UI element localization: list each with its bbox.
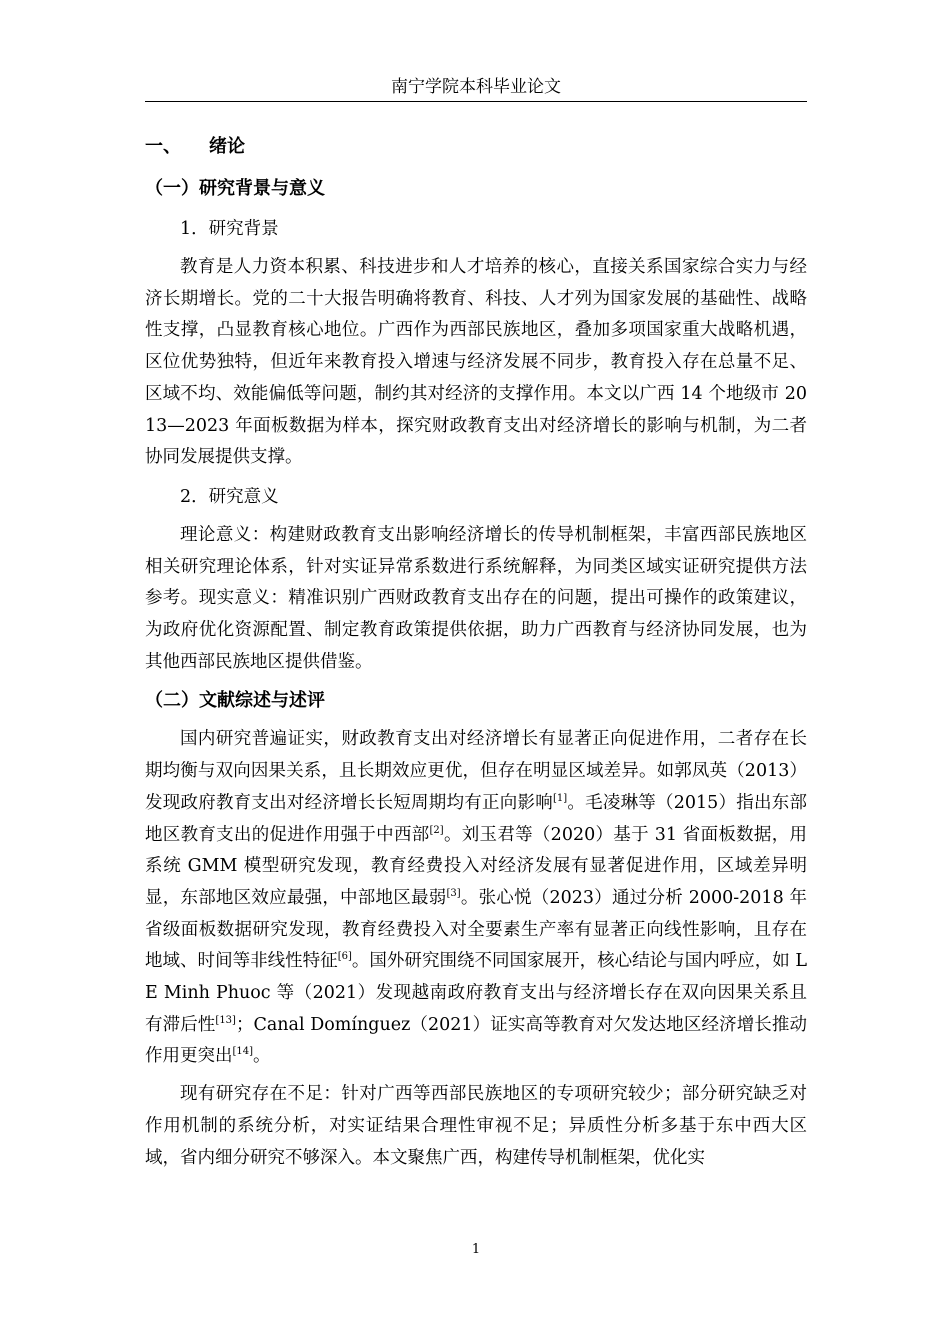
paragraph-review: 现有研究存在不足：针对广西等西部民族地区的专项研究较少；部分研究缺乏对作用机制的系统分析，对实证结果合理性审视不足；异质性分析多基于东中西大区域，省内细分研究不够深入。本文聚焦广西，构建传导机制框架，优化实 [145,1084,807,1168]
literature-text: 。张心悦（2023）通过分析 2000-2018 年省级面板数据研究发现，教育经费投入对全要素生产率有显著正向线性影响，且存在地域、时间等非线性特征 [145,887,807,972]
document-body [145,128,807,1174]
running-header: 南宁学院本科毕业论文 [391,77,561,97]
subheading-research-background: 1．研究背景 [180,219,279,239]
page-number: 1 [471,1242,481,1257]
citation-ref: [6] [337,951,352,963]
section-title: 绪论 [209,136,245,157]
citation-ref: [13] [215,1014,236,1026]
subheading-research-significance: 2．研究意义 [180,486,279,507]
header-divider [145,101,807,102]
citation-ref: [1] [552,792,568,804]
paragraph-literature [145,724,807,1073]
citation-ref: [2] [429,824,444,836]
subsection-heading-background: （一）研究背景与意义 [145,178,325,199]
paragraph-significance: 理论意义：构建财政教育支出影响经济增长的传导机制框架，丰富西部民族地区相关研究理论体系，针对实证异常系数进行系统解释，为同类区域实证研究提供方法参考。现实意义：精准识别广西财政教育支出存在的问题，提出可操作的政策建议，为政府优化资源配置、制定教育政策提供依据，助力广西教育与经济协同发展，也为其他西部民族地区提供借鉴。 [145,524,807,672]
section-heading [145,128,807,166]
literature-text: 。国外研究围绕不同国家展开，核心结论与国内呼应，如 LE Minh Phuoc 等（2021）发现越南政府教育支出与经济增长存在双向因果关系且有滞后性 [145,951,807,1035]
literature-text: 国内研究普遍证实，财政教育支出对经济增长有显著正向促进作用，二者存在长期均衡与双向因果关系，且长期效应更优，但存在明显区域差异。如郭凤英（2013）发现政府教育支出对经济增长长短周期均有正向影响 [145,729,807,813]
paragraph-background: 教育是人力资本积累、科技进步和人才培养的核心，直接关系国家综合实力与经济长期增长。党的二十大报告明确将教育、科技、人才列为国家发展的基础性、战略性支撑，凸显教育核心地位。广西作为西部民族地区，叠加多项国家重大战略机遇，区位优势独特，但近年来教育投入增速与经济发展不同步，教育投入存在总量不足、区域不均、效能偏低等问题，制约其对经济的支撑作用。本文以广西 14 个地级市 2013—2023 年面板数据为样本，探究财政教育支出对经济增长的影响与机制，为二者协同发展提供支撑。 [145,257,807,468]
citation-ref: [14] [232,1046,254,1058]
section-number: 一、 [145,136,181,157]
literature-text: 。 [253,1046,271,1067]
literature-text: 。毛凌琳等（2015）指出东部地区教育支出的促进作用强于中西部 [145,792,807,845]
literature-text: 。刘玉君等（2020）基于 31 省面板数据，用系统 GMM 模型研究发现，教育经费投入对经济发展有显著促进作用，区域差异明显，东部地区效应最强，中部地区最弱 [145,824,808,908]
literature-text: ；Canal Domínguez（2021）证实高等教育对欠发达地区经济增长推动作用更突出 [145,1014,808,1067]
citation-ref: [3] [446,887,461,899]
subsection-heading-literature: （二）文献综述与述评 [145,690,325,712]
